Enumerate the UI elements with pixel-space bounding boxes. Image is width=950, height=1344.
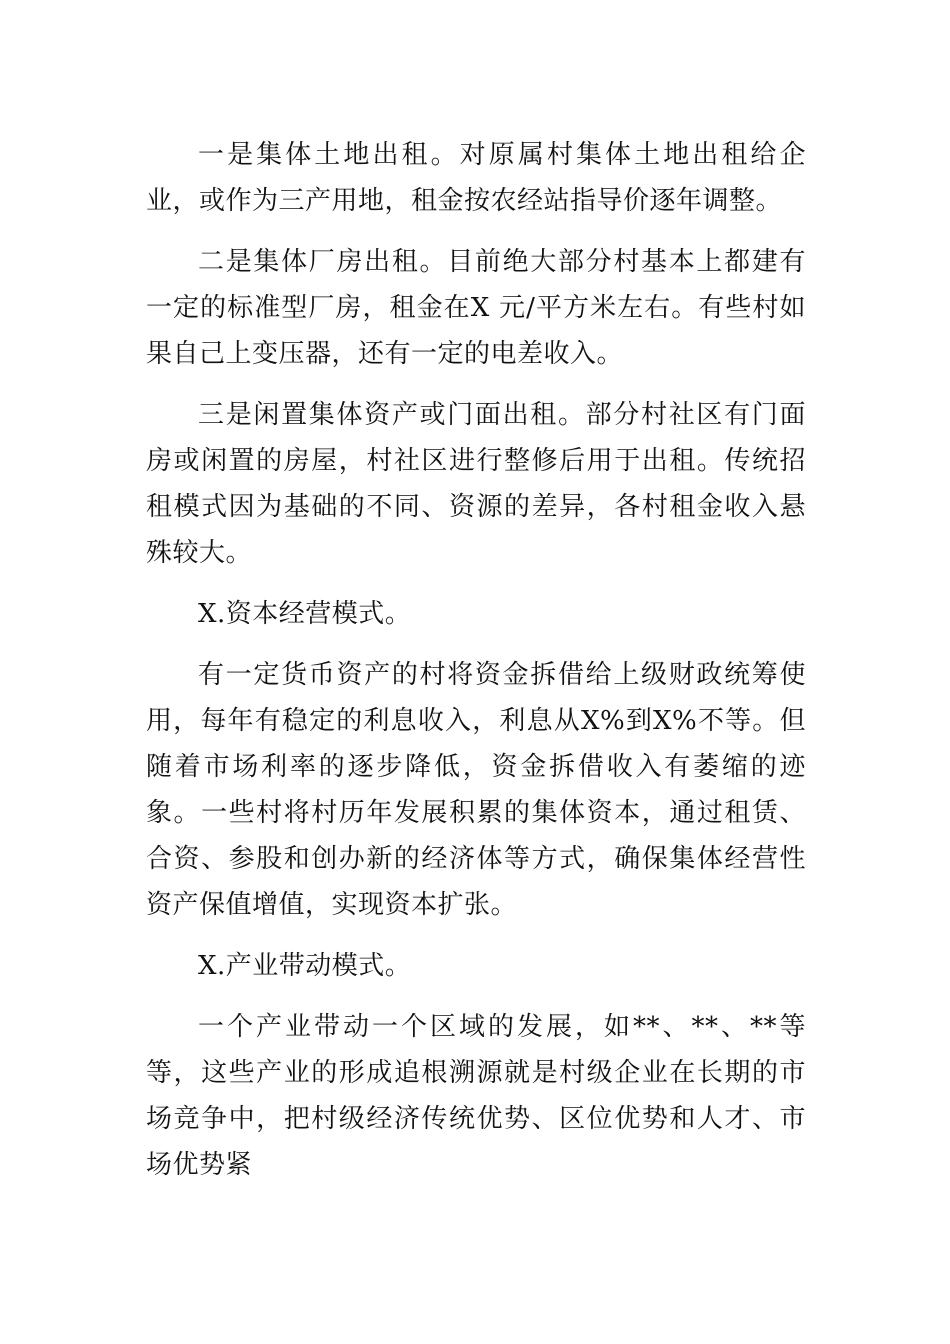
paragraph-idle-assets-lease: 三是闲置集体资产或门面出租。部分村社区有门面房或闲置的房屋，村社区进行整修后用于出租。传统招租模式因为基础的不同、资源的差异，各村租金收入悬殊较大。 bbox=[146, 400, 806, 568]
paragraph-factory-lease: 二是集体厂房出租。目前绝大部分村基本上都建有一定的标准型厂房，租金在X 元/平方米左右。有些村如果自己上变压器，还有一定的电差收入。 bbox=[146, 247, 806, 369]
heading-industry-model: X.产业带动模式。 bbox=[198, 951, 412, 981]
paragraph-industry-model: 一个产业带动一个区域的发展，如**、**、**等等，这些产业的形成追根溯源就是村级企业在长期的市场竞争中，把村级经济传统优势、区位优势和人才、市场优势紧 bbox=[146, 1012, 806, 1180]
document-body bbox=[146, 132, 806, 1203]
paragraph-land-lease: 一是集体土地出租。对原属村集体土地出租给企业，或作为三产用地，租金按农经站指导价逐年调整。 bbox=[146, 140, 806, 216]
paragraph-capital-model: 有一定货币资产的村将资金拆借给上级财政统筹使用，每年有稳定的利息收入，利息从X%到X%不等。但随着市场利率的逐步降低，资金拆借收入有萎缩的迹象。一些村将村历年发展积累的集体资本，通过租赁、合资、参股和创办新的经济体等方式，确保集体经营性资产保值增值，实现资本扩张。 bbox=[146, 660, 806, 920]
heading-capital-model: X.资本经营模式。 bbox=[198, 599, 412, 629]
